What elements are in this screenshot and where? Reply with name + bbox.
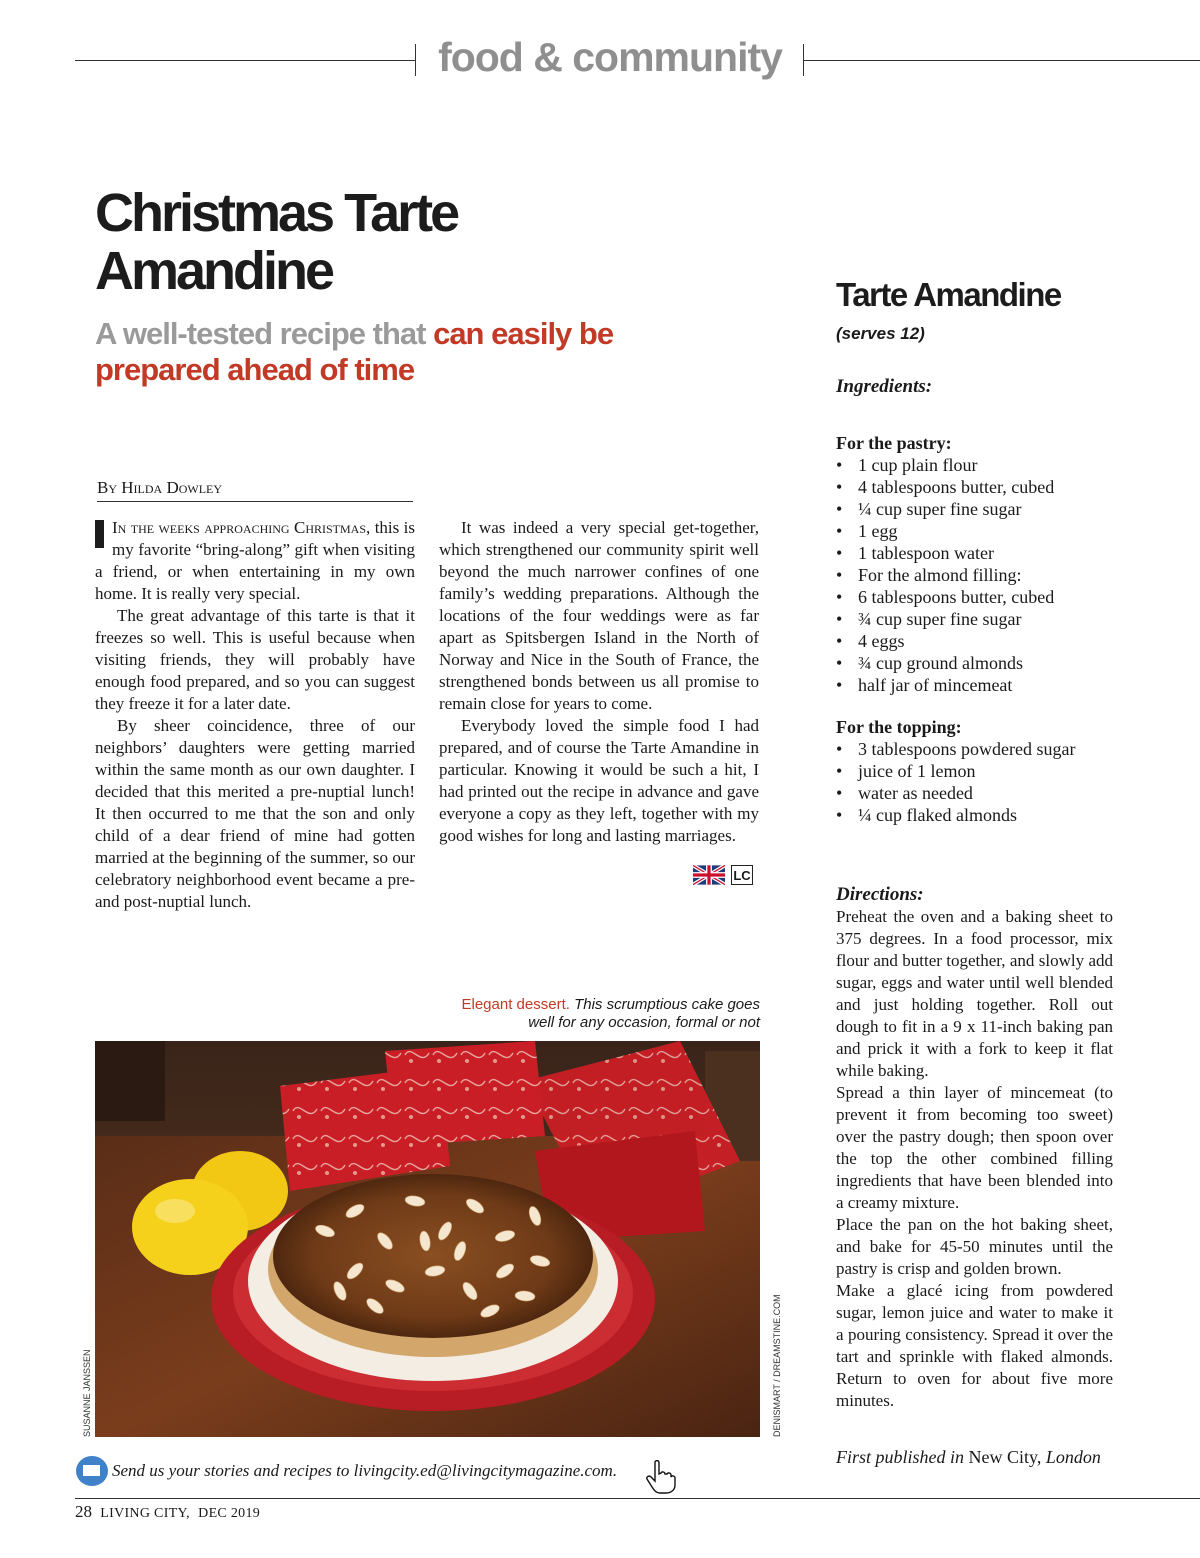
paragraph: Everybody loved the simple food I had prepared, and of course the Tarte Amandine in particular. Knowing it would be such a hit, I had printed out the recipe in advance and gave everyone a copy as they left, together with my good wishes for long and lasting marriages. xyxy=(439,716,759,845)
page-folio xyxy=(75,1502,260,1522)
email-callout[interactable] xyxy=(76,1456,617,1486)
tart-photo xyxy=(95,1041,760,1437)
tart-illustration xyxy=(95,1041,760,1437)
uk-flag-icon xyxy=(693,865,725,885)
section-rule-right xyxy=(803,60,1200,61)
paragraph: It was indeed a very special get-together, which strengthened our community spirit well beyond the much narrower confines of one family’s wedding preparations. Although the locations of the four weddings were as far apart as Spitsbergen Island in the North of Norway and Nice in the South of France, the strengthened bonds between us all promise to remain close for years to come. xyxy=(439,518,759,713)
topping-list xyxy=(836,738,1126,826)
opening-words: In the weeks approaching Christmas, xyxy=(112,518,371,537)
topping-heading: For the topping: xyxy=(836,717,962,737)
section-tick-left xyxy=(415,44,416,76)
caption-lead: Elegant dessert. xyxy=(461,996,570,1013)
magazine-name: LIVING CITY, xyxy=(100,1506,190,1521)
list-item: • half jar of mincemeat xyxy=(836,674,1126,696)
list-item: • water as needed xyxy=(836,782,1126,804)
footer-rule xyxy=(75,1498,1200,1499)
published-note xyxy=(836,1447,1101,1468)
page-number: 28 xyxy=(75,1502,92,1521)
list-item: • 4 tablespoons butter, cubed xyxy=(836,476,1126,498)
list-item: • ¼ cup flaked almonds xyxy=(836,804,1126,826)
recipe-title: Tarte Amandine xyxy=(836,276,1061,313)
article-headline xyxy=(95,184,575,300)
paragraph: By sheer coincidence, three of our neighbors’ daughters were getting married within the same month as our own daughter. I decided that this merited a pre-nuptial lunch! It then occurred to me that the son and only child of a dear friend of mine had gotten married at the beginning of the summer, so our celebratory neighborhood event became a pre- and post-nuptial lunch. xyxy=(95,716,415,911)
ingredients-heading: Ingredients: xyxy=(836,376,933,397)
article-subhead xyxy=(95,316,655,388)
direction-step: Place the pan on the hot baking sheet, and bake for 45-50 minutes until the pastry is crisp and golden brown. xyxy=(836,1215,1113,1278)
photo-caption xyxy=(440,996,760,1032)
email-link[interactable]: Send us your stories and recipes to livingcity.ed@livingcitymagazine.com. xyxy=(112,1461,618,1480)
issue-date: DEC 2019 xyxy=(198,1506,261,1521)
list-item: • 6 tablespoons butter, cubed xyxy=(836,586,1126,608)
list-item: • juice of 1 lemon xyxy=(836,760,1126,782)
direction-step: Make a glacé icing from powdered sugar, lemon juice and water to make it a pouring consistency. Spread it over the tart and sprinkle with flaked almonds. Return to oven for about five more minutes. xyxy=(836,1281,1113,1410)
caption-text: This scrumptious cake goes well for any occasion, formal or not xyxy=(528,996,760,1031)
byline xyxy=(97,478,413,502)
hand-cursor-icon xyxy=(646,1460,676,1494)
section-title: food & community xyxy=(438,34,782,80)
list-item: • 4 eggs xyxy=(836,630,1126,652)
photo-credit-left: SUSANNE JANSSEN xyxy=(82,1349,92,1437)
headline-line-2: Amandine xyxy=(95,241,333,301)
list-item: • 1 egg xyxy=(836,520,1126,542)
published-prefix: First published in xyxy=(836,1447,965,1467)
article-column-2 xyxy=(439,517,759,847)
list-item: • ¾ cup super fine sugar xyxy=(836,608,1126,630)
subhead-red: can easily be prepared ahead of time xyxy=(95,316,614,387)
end-icons xyxy=(693,865,753,885)
lc-logo-icon: LC xyxy=(731,865,753,885)
list-item: • 1 tablespoon water xyxy=(836,542,1126,564)
article-column-1 xyxy=(95,517,415,913)
pastry-heading: For the pastry: xyxy=(836,433,952,453)
published-city: London xyxy=(1045,1447,1101,1467)
paragraph xyxy=(95,517,415,605)
list-item: • For the almond filling: xyxy=(836,564,1126,586)
direction-step: Spread a thin layer of mincemeat (to prevent it from becoming too sweet) over the pastry dough; then spoon over the top the other combined filling ingredients that have been blended into a creamy mixture. xyxy=(836,1083,1113,1212)
paragraph: The great advantage of this tarte is that it freezes so well. This is useful because when visiting friends, they will probably have enough food prepared, and so you can suggest they freeze it for a later date. xyxy=(95,606,415,713)
list-item: • ¾ cup ground almonds xyxy=(836,652,1126,674)
paragraph-text: this is my favorite “bring-along” gift when visiting a friend, or when entertaining in my own home. It is really very special. xyxy=(95,518,416,603)
pastry-list xyxy=(836,454,1126,696)
directions-heading: Directions: xyxy=(836,884,924,905)
list-item: • 3 tablespoons powdered sugar xyxy=(836,738,1126,760)
section-rule-left xyxy=(75,60,415,61)
list-item: • ¼ cup super fine sugar xyxy=(836,498,1126,520)
headline-line-1: Christmas Tarte xyxy=(95,183,458,243)
photo-credit-right: DENISMART / DREAMSTINE.COM xyxy=(772,1294,782,1437)
recipe-serves: (serves 12) xyxy=(836,324,925,343)
dropcap-bar xyxy=(95,520,104,548)
direction-step: Preheat the oven and a baking sheet to 375 degrees. In a food processor, mix flour and butter together, and slowly add sugar, eggs and water until well blended and just holding together. Roll out dough to fit in a 9 x 11-inch baking pan and prick it with a fork to keep it flat while baking. xyxy=(836,907,1113,1080)
mail-icon xyxy=(76,1456,108,1486)
directions xyxy=(836,906,1113,1412)
list-item: • 1 cup plain flour xyxy=(836,454,1126,476)
topping-ingredients xyxy=(836,716,1126,826)
byline-author: Hilda Dowley xyxy=(121,478,223,497)
pastry-ingredients xyxy=(836,432,1126,696)
published-publication: New City, xyxy=(968,1447,1042,1467)
subhead-grey: A well-tested recipe that xyxy=(95,316,426,351)
byline-prefix: By xyxy=(97,478,118,497)
